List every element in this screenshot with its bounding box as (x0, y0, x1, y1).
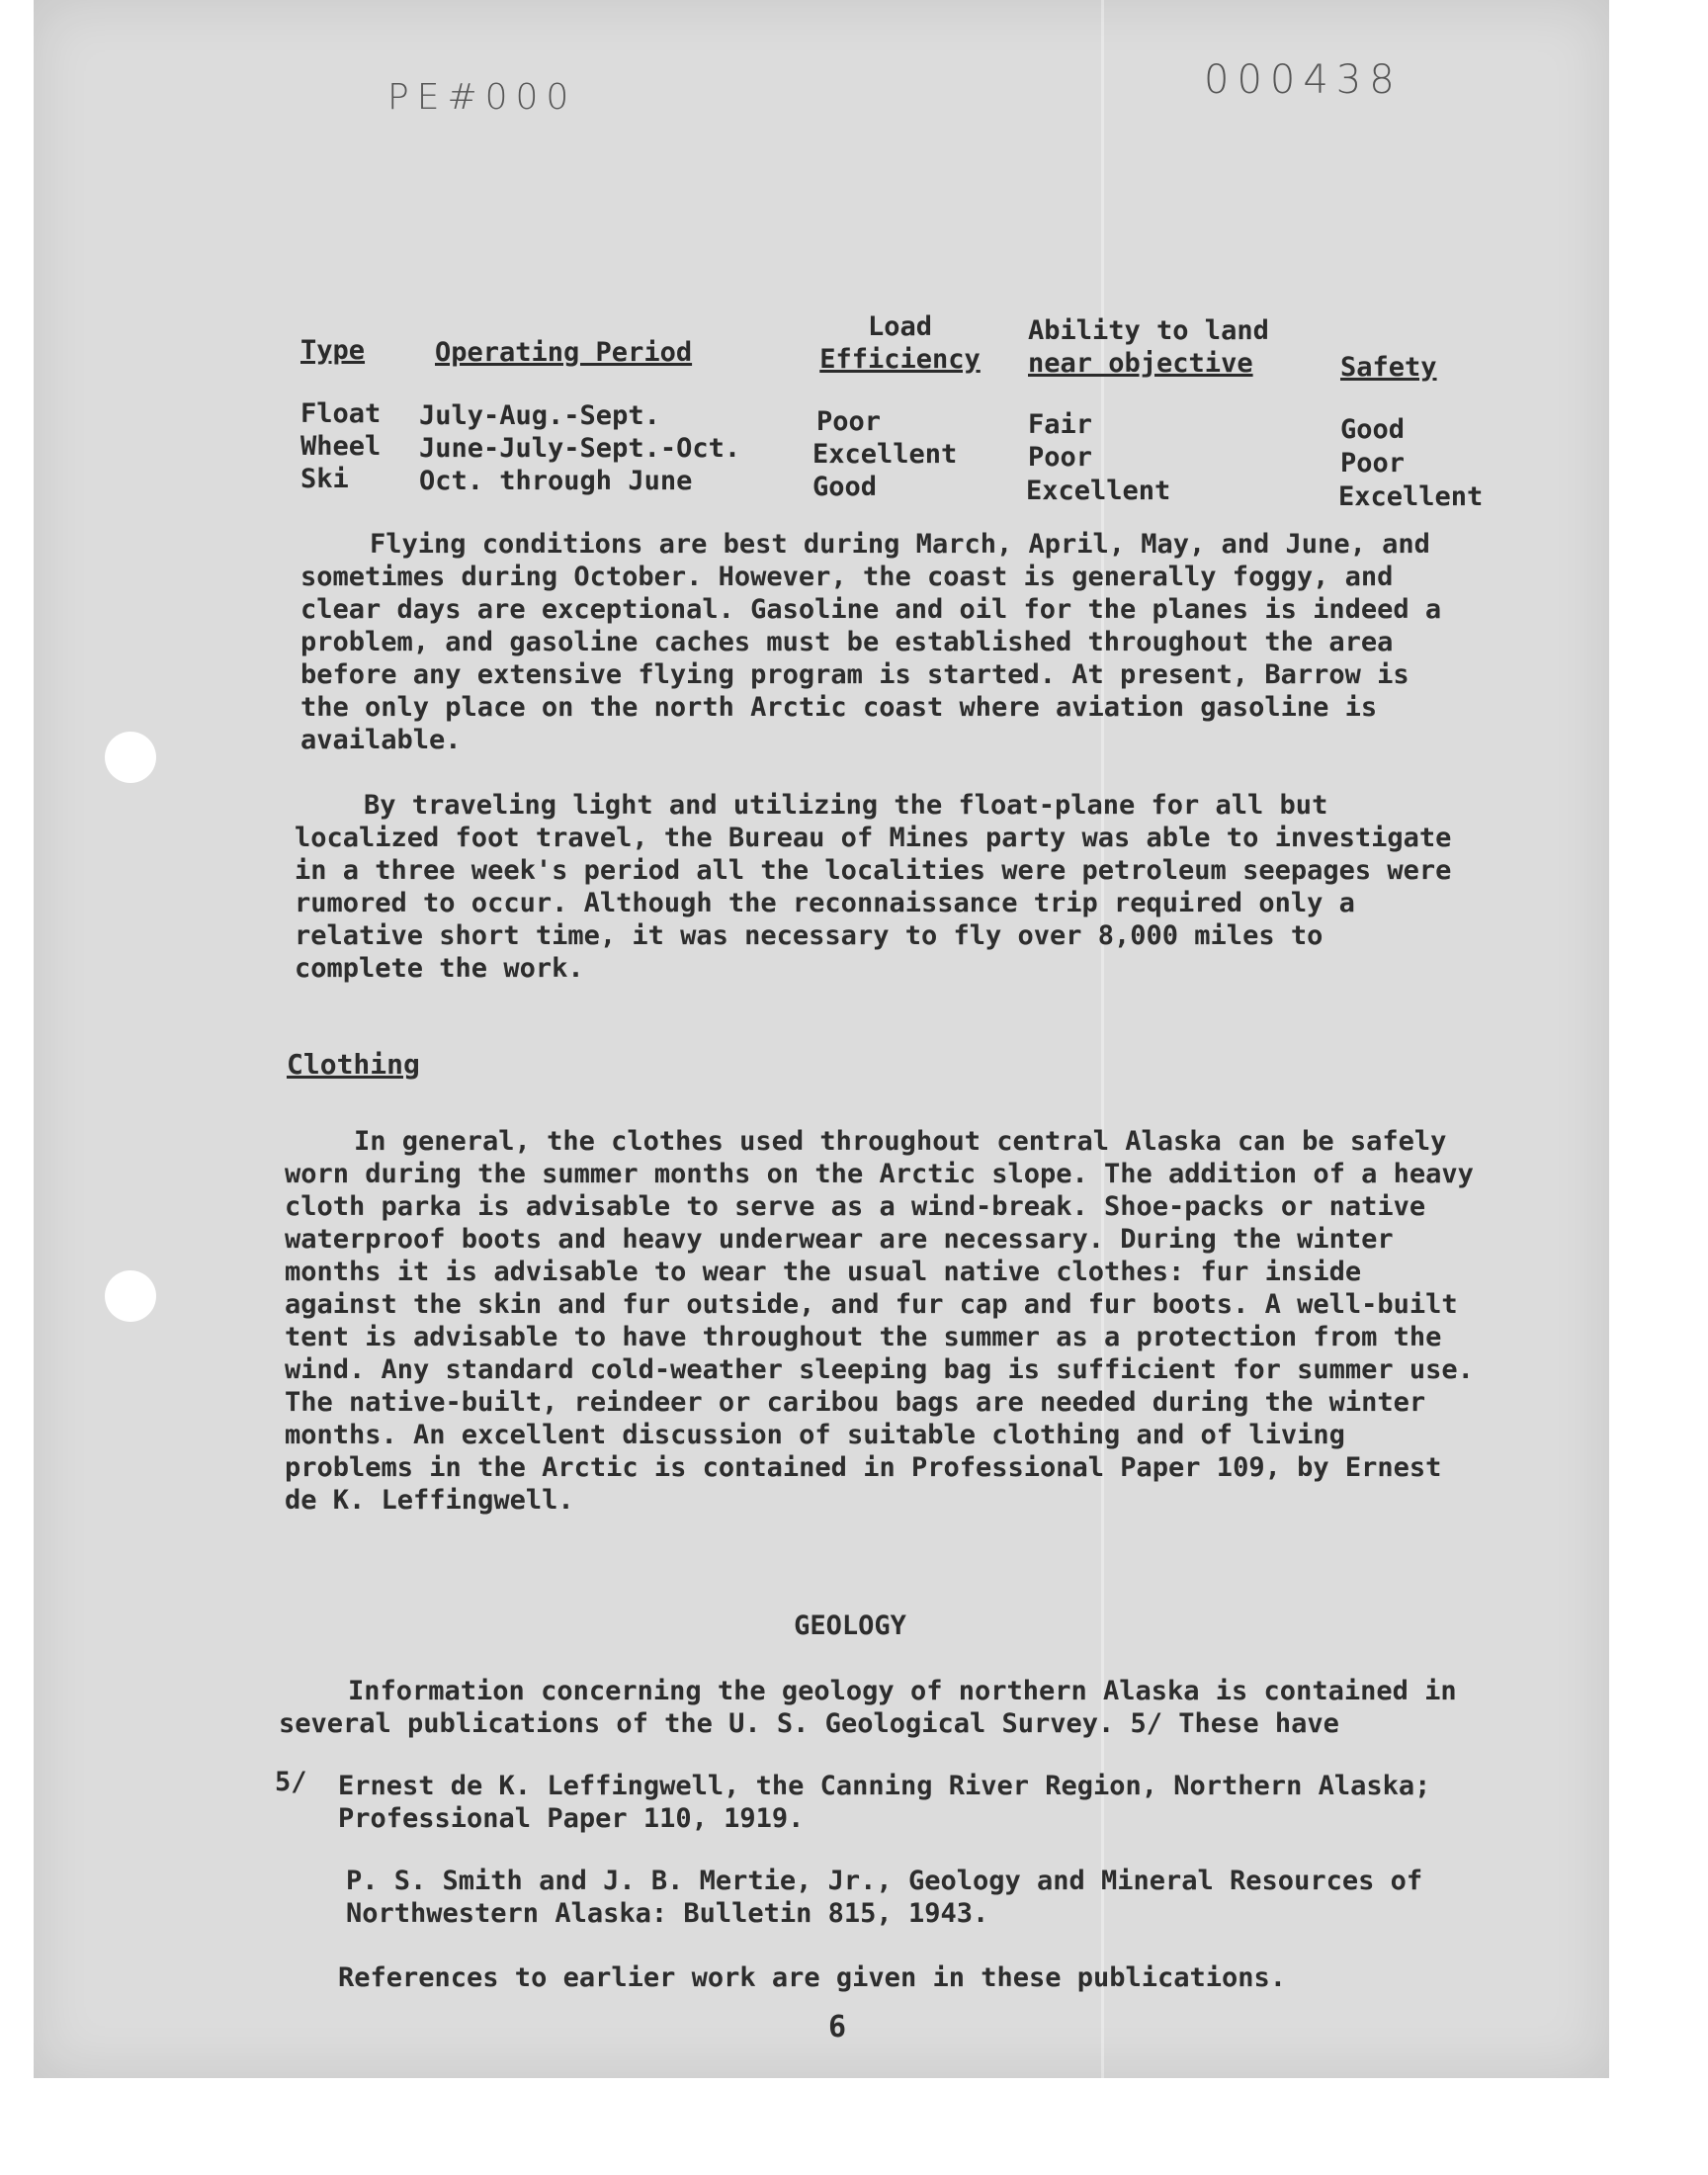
cell-load: Excellent (812, 439, 958, 470)
cell-safety: Excellent (1338, 481, 1484, 512)
cell-safety: Good (1340, 414, 1406, 445)
header-operating-period: Operating Period (435, 337, 693, 368)
paragraph-traveling: By traveling light and utilizing the float-plane for all but localized foot travel, the Bureau of Mines party was able to investigate in a three week's period all the localities were petroleum seepages were rumored to occur. Although the reconnaissance trip required only a relative short time, it was necessary to fly over 8,000 miles to complete the work. (295, 790, 1452, 984)
footnote-marker: 5/ (275, 1767, 307, 1797)
stamp-left: PE#000 (387, 77, 577, 118)
paragraph-clothing: In general, the clothes used throughout central Alaska can be safely worn during the summer months on the Arctic slope. The addition of a heavy cloth parka is advisable to serve as a wind-break. Shoe-packs or native waterproof boots and heavy underwear are necessary. During the winter months it is advisable to wear the usual native clothes: fur inside against the skin and fur outside, and fur cap and fur boots. A well-built tent is advisable to have throughout the summer as a protection from the wind. Any standard cold-weather sleeping bag is sufficient for summer use. The native-built, reindeer or caribou bags are needed during the winter months. An excellent discussion of suitable clothing and of living problems in the Arctic is contained in Professional Paper 109, by Ernest de K. Leffingwell. (285, 1126, 1474, 1516)
heading-clothing: Clothing (287, 1048, 420, 1081)
footnote-reference: P. S. Smith and J. B. Mertie, Jr., Geology and Mineral Resources of Northwestern Alaska: Bulletin 815, 1943. (346, 1866, 1423, 1929)
cell-load: Poor (816, 406, 882, 437)
punch-hole (105, 732, 156, 783)
footnote-note: References to earlier work are given in these publications. (338, 1962, 1287, 1993)
cell-safety: Poor (1340, 448, 1406, 478)
cell-load: Good (812, 472, 878, 502)
cell-ability: Poor (1028, 442, 1093, 473)
cell-period: June-July-Sept.-Oct. (419, 433, 741, 464)
cell-type: Wheel (300, 431, 382, 462)
cell-type: Float (300, 398, 382, 429)
page-number: 6 (828, 2010, 847, 2044)
scan-streak (1101, 0, 1104, 2078)
header-type: Type (300, 335, 366, 366)
cell-period: Oct. through June (419, 466, 693, 496)
cell-ability: Excellent (1026, 476, 1171, 506)
cell-period: July-Aug.-Sept. (419, 400, 660, 431)
header-safety: Safety (1340, 352, 1437, 383)
punch-hole (105, 1270, 156, 1322)
stamp-right: 000438 (1204, 57, 1403, 103)
footnote-reference: Ernest de K. Leffingwell, the Canning River Region, Northern Alaska; Professional Paper 110, 1919. (338, 1771, 1431, 1834)
header-load-efficiency: Load Efficiency (819, 311, 981, 375)
header-ability: Ability to land near objective (1028, 315, 1269, 379)
heading-geology: GEOLOGY (794, 1610, 906, 1641)
paragraph-flying-conditions: Flying conditions are best during March, April, May, and June, and sometimes during October. However, the coast is generally foggy, and clear days are exceptional. Gasoline and oil for the planes is indeed a problem, and gasoline caches must be established throughout the area before any extensive flying program is started. At present, Barrow is the only place on the north Arctic coast where aviation gasoline is available. (300, 529, 1442, 755)
cell-ability: Fair (1028, 409, 1093, 440)
cell-type: Ski (300, 464, 349, 494)
paragraph-geology: Information concerning the geology of northern Alaska is contained in several publications of the U. S. Geological Survey. 5/ These have (279, 1676, 1457, 1739)
